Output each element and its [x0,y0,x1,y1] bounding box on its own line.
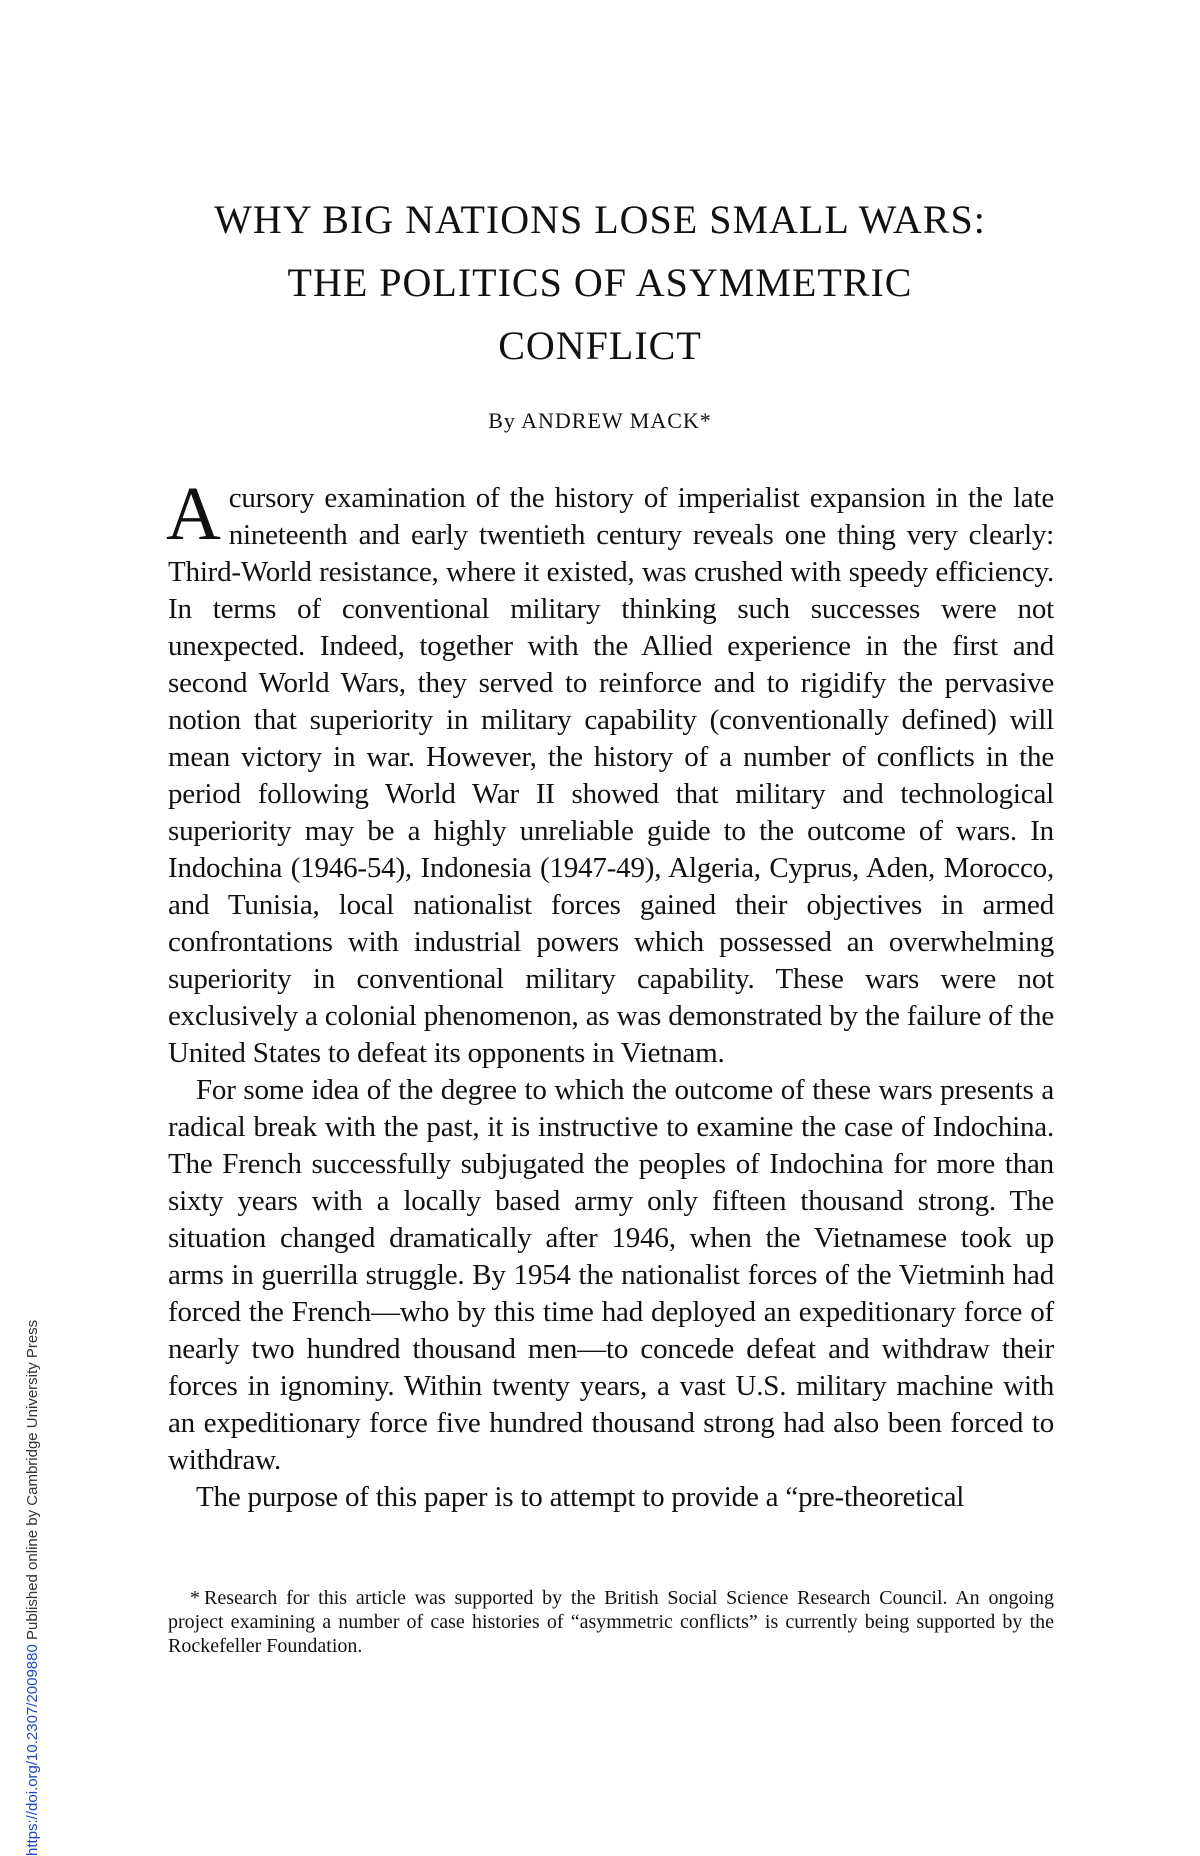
paragraph-1 [166,472,1054,1072]
author-byline: By ANDREW MACK* [488,408,712,433]
article-body [166,472,1054,1516]
publisher-sidebar [24,1320,42,1856]
title-line-1: WHY BIG NATIONS LOSE SMALL WARS: [214,197,986,242]
drop-cap: A [166,472,221,556]
footnote-text: Research for this article was supported by the British Social Science Research Council. An ongoing project examining a number of case histories of “asymmetric conflicts” is currently being supported by the Rockefeller Foundation. [168,1587,1054,1657]
paragraph-3: The purpose of this paper is to attempt to provide a “pre-theoretical [196,1481,965,1513]
footnote-mark: * [190,1587,200,1609]
title-line-3: CONFLICT [498,323,702,368]
paragraph-2: For some idea of the degree to which the outcome of these wars presents a radical break with the past, it is instructive to examine the case of Indochina. The French successfully subjugated the peoples of Indochina for more than sixty years with a locally based army only fifteen thousand strong. The situation changed dramatically after 1946, when the Vietnamese took up arms in guerrilla struggle. By 1954 the nationalist forces of the Vietminh had forced the French—who by this time had deployed an expeditionary force of nearly two hundred thousand men—to concede defeat and withdraw their forces in ignominy. Within twenty years, a vast U.S. military machine with an expeditionary force five hundred thousand strong had also been forced to withdraw. [168,1074,1054,1476]
footnote [168,1586,1054,1658]
title-line-2: THE POLITICS OF ASYMMETRIC [287,260,913,305]
doi-link[interactable]: https://doi.org/10.2307/2009880 [24,1644,41,1856]
paragraph-1-text: cursory examination of the history of imperialist expansion in the late nineteenth and early twentieth century reveals one thing very clearly: Third-World resistance, where it existed, was crushed with speedy efficiency. In terms of conventional military thinking such successes were not unexpected. Indeed, together with the Allied experience in the first and second World Wars, they served to reinforce and to rigidify the pervasive notion that superiority in military capability (conventionally defined) will mean victory in war. However, the history of a number of conflicts in the period following World War II showed that military and technological superiority may be a highly unreliable guide to the outcome of wars. In Indochina (1946-54), Indonesia (1947-49), Algeria, Cyprus, Aden, Morocco, and Tunisia, local nationalist forces gained their objectives in armed confrontations with industrial powers which possessed an overwhelming superiority in conventional military capability. These wars were not exclusively a colonial phenomenon, as was demonstrated by the failure of the United States to defeat its opponents in Vietnam. [168,482,1054,1069]
publisher-note: Published online by Cambridge University Press [24,1319,41,1645]
article-title [140,188,1060,377]
